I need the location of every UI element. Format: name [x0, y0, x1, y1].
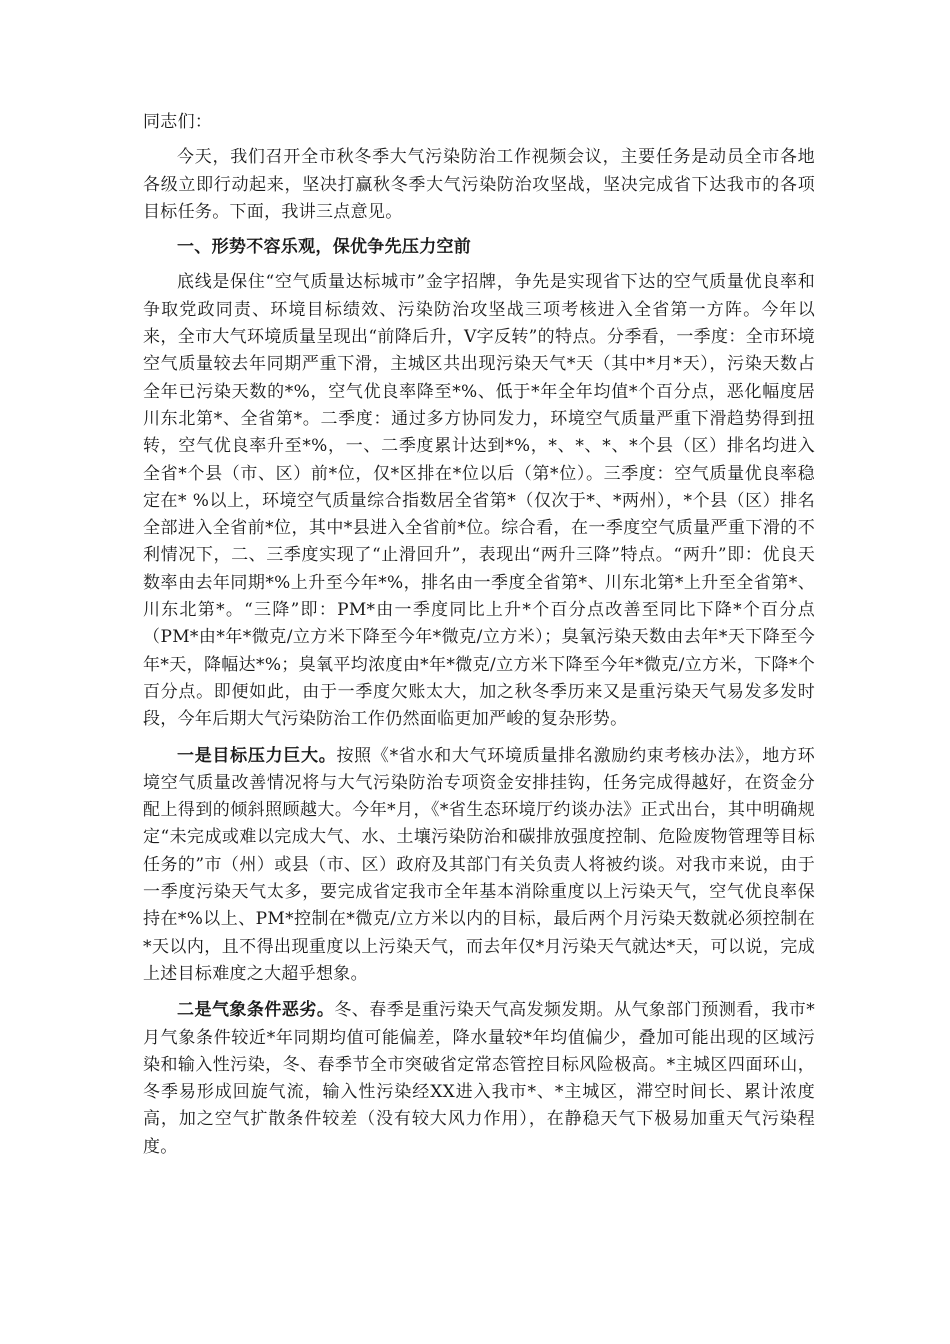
section-heading-1: 一、形势不容乐观，保优争先压力空前 [177, 237, 472, 258]
point-1-body: 按照《*省水和大气环境质量排名激励约束考核办法》，地方环境空气质量改善情况将与大气污染防治专项资金安排挂钩，任务完成得越好，在资金分配上得到的倾斜照顾越大。今年*月，《*省生态环境厅约谈办法》正式出台，其中明确规定“未完成或难以完成大气、水、土壤污染防治和碳排放强度控制、危险废物管理等目标任务的”市（州）或县（市、区）政府及其部门有关负责人将被约谈。对我市来说，由于一季度污染天气太多，要完成省定我市全年基本消除重度以上污染天气，空气优良率保持在*%以上、PM*控制在*微克/立方米以内的目标，最后两个月污染天数就必须控制在*天以内，且不得出现重度以上污染天气，而去年仅*月污染天气就达*天，可以说，完成上述目标难度之大超乎想象。 [143, 745, 816, 984]
point-1-paragraph [143, 743, 815, 989]
point-2-paragraph [143, 997, 815, 1161]
point-1-lead: 一是目标压力巨大。 [177, 745, 337, 766]
greeting: 同志们： [143, 112, 213, 132]
intro-paragraph: 今天，我们召开全市秋冬季大气污染防治工作视频会议，主要任务是动员全市各地各级立即行动起来，坚决打赢秋冬季大气污染防治攻坚战，坚决完成省下达我市的各项目标任务。下面，我讲三点意见。 [143, 147, 815, 222]
point-2-body: 冬、春季是重污染天气高发频发期。从气象部门预测看，我市*月气象条件较近*年同期均值可能偏差，降水量较*年均值偏少，叠加可能出现的区域污染和输入性污染，冬、春季节全市突破省定常态管控目标风险极高。*主城区四面环山，冬季易形成回旋气流，输入性污染经XX进入我市*、*主城区，滞空时间长、累计浓度高，加之空气扩散条件较差（没有较大风力作用），在静稳天气下极易加重天气污染程度。 [143, 1000, 816, 1157]
document-body [143, 109, 815, 1161]
section-1-paragraph: 底线是保住“空气质量达标城市”金字招牌，争先是实现省下达的空气质量优良率和争取党政同责、环境目标绩效、污染防治攻坚战三项考核进入全省第一方阵。今年以来，全市大气环境质量呈现出“前降后升，V字反转”的特点。分季看，一季度：全市环境空气质量较去年同期严重下滑，主城区共出现污染天气*天（其中*月*天），污染天数占全年已污染天数的*%，空气优良率降至*%、低于*年全年均值*个百分点，恶化幅度居川东北第*、全省第*。二季度：通过多方协同发力，环境空气质量严重下滑趋势得到扭转，空气优良率升至*%，一、二季度累计达到*%，*、*、*、*个县（区）排名均进入全省*个县（市、区）前*位，仅*区排在*位以后（第*位）。三季度：空气质量优良率稳定在* %以上，环境空气质量综合指数居全省第*（仅次于*、*两州），*个县（区）排名全部进入全省前*位，其中*县进入全省前*位。综合看，在一季度空气质量严重下滑的不利情况下，二、三季度实现了“止滑回升”，表现出“两升三降”特点。“两升”即：优良天数率由去年同期*%上升至今年*%，排名由一季度全省第*、川东北第*上升至全省第*、川东北第*。“三降”即：PM*由一季度同比上升*个百分点改善至同比下降*个百分点（PM*由*年*微克/立方米下降至今年*微克/立方米）；臭氧污染天数由去年*天下降至今年*天，降幅达*%；臭氧平均浓度由*年*微克/立方米下降至今年*微克/立方米，下降*个百分点。即便如此，由于一季度欠账太大，加之秋冬季历来又是重污染天气易发多发时段，今年后期大气污染防治工作仍然面临更加严峻的复杂形势。 [143, 272, 815, 730]
point-2-lead: 二是气象条件恶劣。 [177, 1000, 335, 1021]
